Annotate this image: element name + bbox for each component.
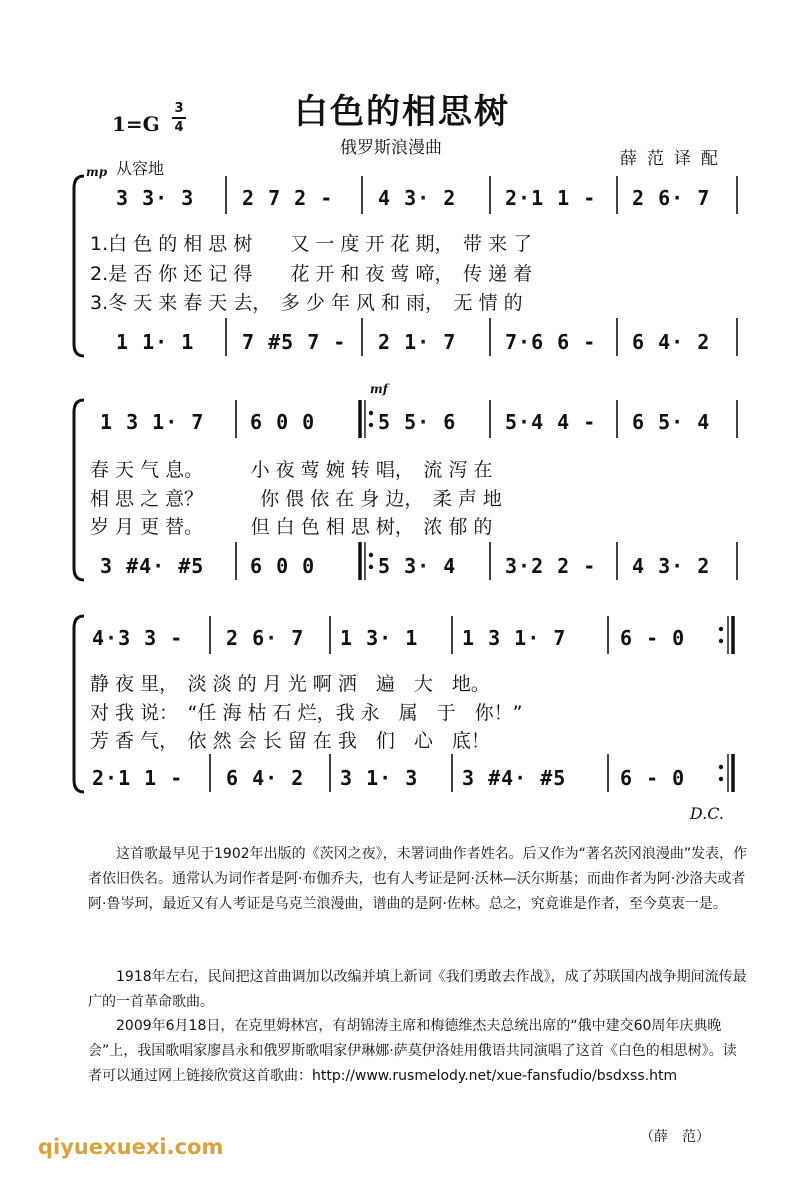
system-1-melody-bar-2: 2 7 2 - (242, 186, 334, 210)
system-1-melody-bar-4: 2·1 1 - (505, 186, 597, 210)
system-1-melody-bar-1: 3 3· 3 (116, 186, 195, 210)
song-subtitle: 俄罗斯浪漫曲 (340, 138, 442, 158)
system-1-lyric-verse-3: 3.冬 天 来 春 天 去， 多 少 年 风 和 雨， 无 情 的 (90, 292, 523, 314)
note-paragraph-3: 2009年6月18日，在克里姆林宫，有胡锦涛主席和梅德维杰夫总统出席的“俄中建交60周年庆典晚会”上，我国歌唱家廖昌永和俄罗斯歌唱家伊琳娜·萨莫伊洛娃用俄语共同演唱了这首《白色的相思树》。读者可以通过网上链接欣赏这首歌曲：http://www.rusmelody.net/xue-fansfudio/bsdxss.htm (88, 1018, 737, 1084)
system-3-melody-bar-2: 2 6· 7 (226, 626, 305, 650)
repeat-dot (719, 627, 723, 631)
system-3-melody-bar-1: 4·3 3 - (92, 626, 184, 650)
system-2-melody-bar-2: 6 0 0 (250, 410, 316, 434)
system-1-melody-bar-3: 4 3· 2 (378, 186, 457, 210)
system-3-lyric-verse-2: 对 我 说： “任 海 枯 石 烂，我 永 属 于 你！” (90, 702, 523, 724)
repeat-dot (719, 777, 723, 781)
system-3-harmony-bar-3: 3 1· 3 (340, 766, 419, 790)
time-signature-top: 3 (174, 101, 184, 116)
system-3-harmony-bar-5: 6 - 0 (620, 766, 686, 790)
system-3-bracket (74, 616, 84, 792)
system-2-harmony-bar-3: 5 3· 4 (378, 554, 457, 578)
system-1-harmony-bar-1: 1 1· 1 (116, 330, 195, 354)
system-2-melody-bar-5: 6 5· 4 (632, 410, 711, 434)
system-3-lyric-verse-1: 静 夜 里， 淡 淡 的 月 光 啊 洒 遍 大 地。 (90, 673, 490, 695)
system-2-harmony-bar-2: 6 0 0 (250, 554, 316, 578)
system-1-harmony-bar-5: 6 4· 2 (632, 330, 711, 354)
system-2-bracket (74, 400, 84, 580)
system-2-melody-bar-1: 1 3 1· 7 (100, 410, 205, 434)
key-signature: 1=G (112, 112, 160, 136)
system-2-lyric-verse-3: 岁 月 更 替。 但 白 色 相 思 树， 浓 郁 的 (90, 516, 493, 538)
repeat-dot (719, 765, 723, 769)
system-3-harmony-bar-1: 2·1 1 - (92, 766, 184, 790)
dynamic-mf: mf (370, 382, 388, 396)
system-3-lyric-verse-3: 芳 香 气， 依 然 会 长 留 在 我 们 心 底！ (90, 730, 490, 752)
system-1-lyric-verse-1: 1.白 色 的 相 思 树 又 一 度 开 花 期， 带 来 了 (90, 233, 533, 255)
dynamic-mp: mp (86, 165, 108, 179)
time-signature-bottom: 4 (174, 120, 184, 135)
repeat-dot (369, 423, 373, 427)
system-3-harmony-bar-2: 6 4· 2 (226, 766, 305, 790)
system-3-melody-bar-4: 1 3 1· 7 (462, 626, 567, 650)
song-title: 白色的相思树 (294, 92, 510, 132)
system-2-harmony-bar-1: 3 #4· #5 (100, 554, 205, 578)
system-2-melody-bar-4: 5·4 4 - (505, 410, 597, 434)
tempo-marking: 从容地 (116, 159, 165, 178)
note-paragraph-1: 这首歌最早见于1902年出版的《茨冈之夜》，未署词曲作者姓名。后又作为“著名茨冈浪漫曲”发表，作者依旧佚名。通常认为词作者是阿·布伽乔夫，也有人考证是阿·沃林—沃尔斯基；而曲作者为阿·沙洛夫或者阿·鲁岑珂，最近又有人考证是乌克兰浪漫曲，谱曲的是阿·佐林。总之，究竟谁是作者，至今莫衷一是。 (88, 846, 748, 912)
arranger-credit: 薛范译配 (620, 149, 728, 169)
repeat-dot (369, 553, 373, 557)
site-watermark: qiyuexuexi.com (38, 1135, 224, 1159)
system-2-harmony-bar-5: 4 3· 2 (632, 554, 711, 578)
system-2-harmony-bar-4: 3·2 2 - (505, 554, 597, 578)
system-3-melody-bar-3: 1 3· 1 (340, 626, 419, 650)
system-2-melody-bar-3: 5 5· 6 (378, 410, 457, 434)
repeat-dot (719, 639, 723, 643)
note-paragraph-2: 1918年左右，民间把这首曲调加以改编并填上新词《我们勇敢去作战》，成了苏联国内战争期间流传最广的一首革命歌曲。 (88, 969, 747, 1010)
system-3-harmony-bar-4: 3 #4· #5 (462, 766, 567, 790)
system-1-lyric-verse-2: 2.是 否 你 还 记 得 花 开 和 夜 莺 啼， 传 递 着 (90, 263, 533, 285)
system-2-lyric-verse-2: 相 思 之 意？ 你 偎 依 在 身 边， 柔 声 地 (90, 488, 502, 510)
repeat-dot (369, 411, 373, 415)
system-1-harmony-bar-4: 7·6 6 - (505, 330, 597, 354)
da-capo-marking: D.C. (689, 804, 724, 823)
system-1-harmony-bar-2: 7 #5 7 - (242, 330, 347, 354)
repeat-dot (369, 565, 373, 569)
system-2-lyric-verse-1: 春 天 气 息。 小 夜 莺 婉 转 唱， 流 泻 在 (90, 459, 493, 481)
system-3-melody-bar-5: 6 - 0 (620, 626, 686, 650)
system-1-harmony-bar-3: 2 1· 7 (378, 330, 457, 354)
author-signature: （薛 范） (640, 1129, 710, 1145)
system-1-melody-bar-5: 2 6· 7 (632, 186, 711, 210)
system-1-bracket (74, 176, 84, 356)
